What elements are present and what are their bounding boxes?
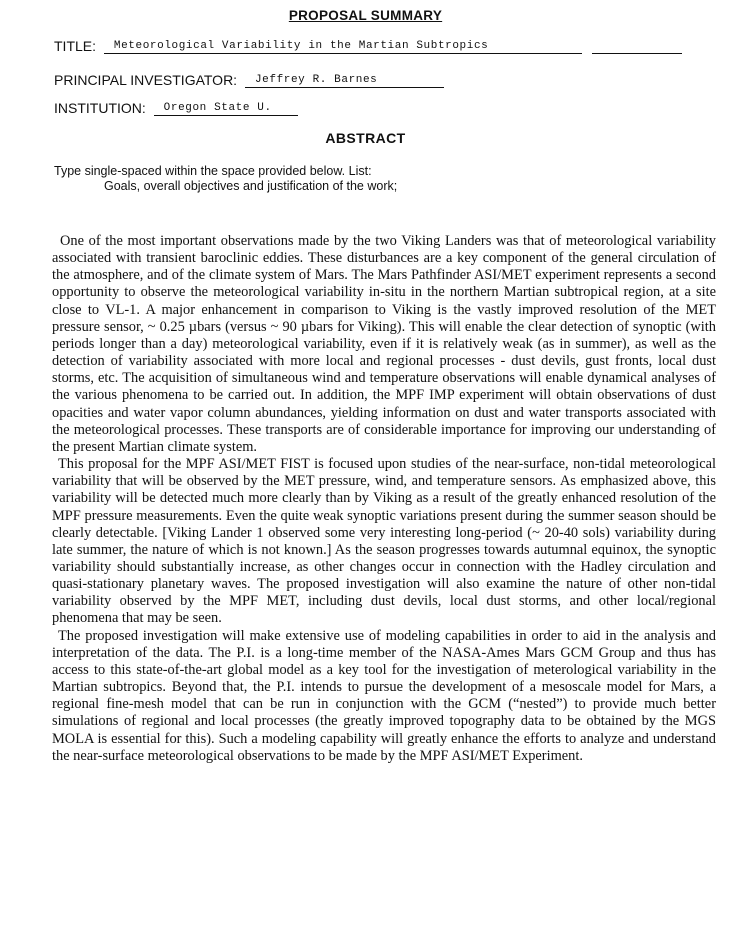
pi-label: PRINCIPAL INVESTIGATOR: (54, 72, 238, 88)
principal-investigator-field (54, 72, 444, 88)
title-extra-underline (592, 41, 682, 54)
abstract-paragraph-2: This proposal for the MPF ASI/MET FIST is focused upon studies of the near-surface, non-tidal meteorological variability that will be observed by the MET pressure, wind, and temperature sensors. As emphasized above, this variability will be detected much more clearly than by Viking as a result of the greatly enhanced resolution of the MPF pressure measurements. Even the quite weak synoptic variations present during the summer season should be clearly detectable. [Viking Lander 1 observed some very interesting long-period (~ 20-40 sols) variability during late summer, the nature of which is not known.] As the season progresses towards autumnal equinox, the synoptic variability should substantially increase, as other changes occur in connection with the Hadley circulation and quasi-stationary planetary waves. The proposed investigation will also examine the nature of other non-tidal variability observed by the MPF MET, including dust devils, local dust storms, and other local/regional phenomena that may be seen. (52, 456, 716, 627)
title-field (54, 38, 682, 54)
instruction-line-2: Goals, overall objectives and justification of the work; (104, 179, 398, 193)
institution-label: INSTITUTION: (54, 100, 146, 116)
institution-value: Oregon State U. (154, 102, 298, 116)
page-title: PROPOSAL SUMMARY (288, 8, 443, 23)
instruction-line-1: Type single-spaced within the space provided below. List: (54, 164, 372, 178)
abstract-paragraph-3: The proposed investigation will make extensive use of modeling capabilities in order to aid in the analysis and interpretation of the data. The P.I. is a long-time member of the NASA-Ames Mars GCM Group and thus has access to this state-of-the-art global model as a key tool for the investigation of meterological variability in the Martian subtropics. Beyond that, the P.I. intends to pursue the development of a mesoscale model for Mars, a regional fine-mesh model that can be run in conjunction with the GCM (“nested”) to provide much better simulations of regional and local processes (the greatly improved topography data to be obtained by the MGS MOLA is essential for this). Such a modeling capability will greatly enhance the efforts to analyze and understand the near-surface meteorological observations to be made by the MPF ASI/MET Experiment. (52, 627, 716, 764)
title-value: Meteorological Variability in the Martian Subtropics (104, 40, 582, 54)
abstract-instructions (54, 164, 397, 194)
abstract-paragraph-1: One of the most important observations made by the two Viking Landers was that of meteorological variability associated with transient baroclinic eddies. These disturbances are a key component of the general circulation of the atmosphere, and of the climate system of Mars. The Mars Pathfinder ASI/MET experiment represents a second opportunity to observe the meteorological variability in-situ in the northern Martian subtropical region, at a site close to VL-1. A major enhancement in comparison to Viking is the vastly improved resolution of the MET pressure sensor, ~ 0.25 µbars (versus ~ 90 µbars for Viking). This will enable the clear detection of synoptic (with periods longer than a day) meteorological variability, even if it is relatively weak (as in summer), as well as the detection of variability associated with more local and regional processes - dust devils, gust fronts, local dust storms, etc. The acquisition of simultaneous wind and temperature observations will enable dynamical analyses of the various phenomena to be carried out. In addition, the MPF IMP experiment will obtain observations of dust opacities and water vapor column abundances, yielding information on dust and water transports associated with the meteorological processes. These transports are of considerable importance for improving our understanding of the present Martian climate system. (52, 233, 716, 455)
institution-field (54, 100, 298, 116)
title-label: TITLE: (54, 38, 97, 54)
abstract-body (52, 233, 716, 765)
abstract-heading: ABSTRACT (325, 130, 406, 146)
pi-value: Jeffrey R. Barnes (245, 74, 444, 88)
